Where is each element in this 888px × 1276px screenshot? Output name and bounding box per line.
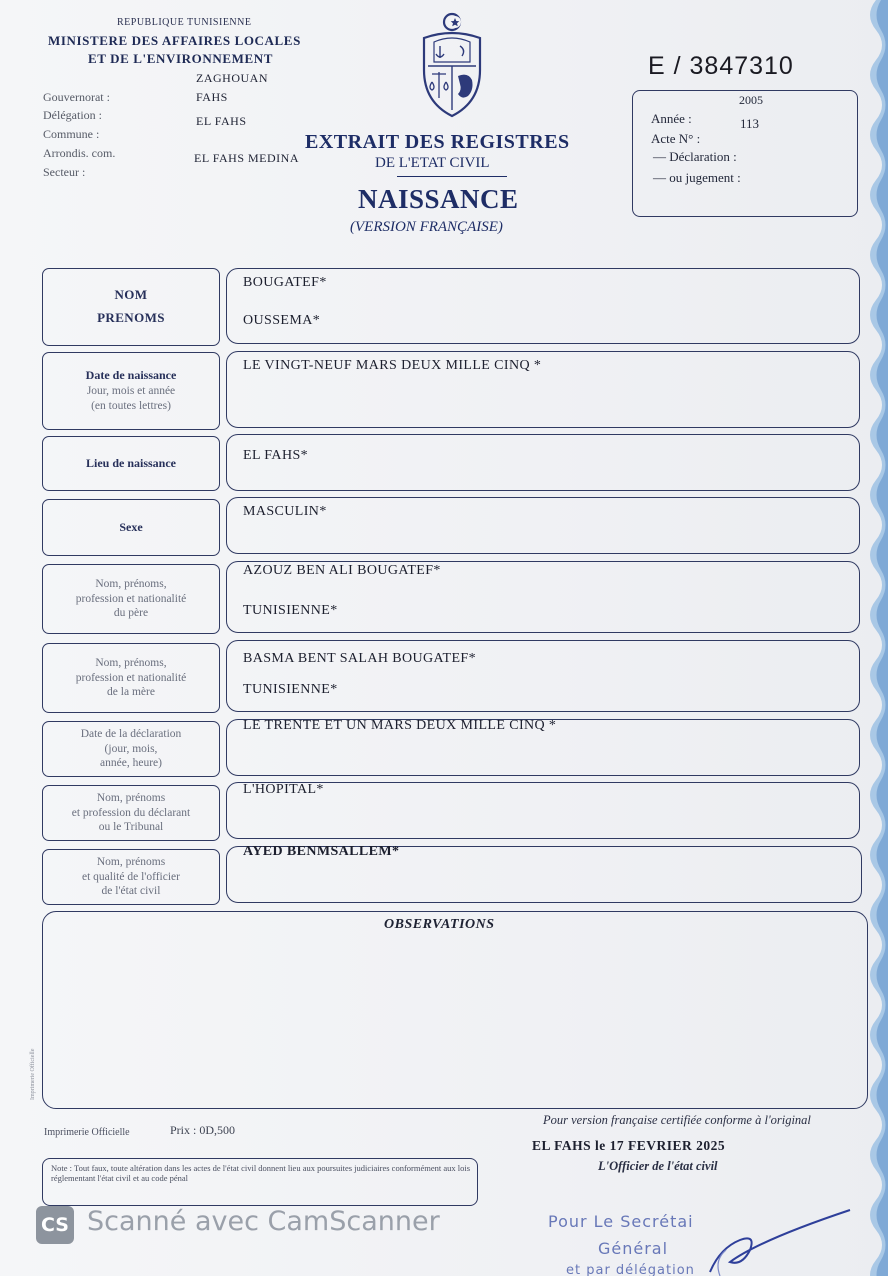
officier-signature-title: L'Officier de l'état civil <box>598 1159 718 1173</box>
observations-box <box>42 911 868 1109</box>
arrondissement-value: EL FAHS MEDINA <box>194 151 299 165</box>
ministry-line1: MINISTERE DES AFFAIRES LOCALES <box>48 33 301 48</box>
declaration-label-line3: année, heure) <box>100 757 162 770</box>
officier-value: AYED BENMSALLEM* <box>243 844 400 859</box>
secteur-label: Secteur : <box>43 165 86 179</box>
camscanner-watermark-text: Scanné avec CamScanner <box>87 1206 440 1237</box>
pere-label-line3: du père <box>113 607 149 620</box>
observations-title: OBSERVATIONS <box>384 917 495 932</box>
date-naissance-label: Date de naissance <box>85 368 177 383</box>
pere-label-line2: profession et nationalité <box>75 592 187 605</box>
republic-text: REPUBLIQUE TUNISIENNE <box>117 17 252 28</box>
mere-name-value: BASMA BENT SALAH BOUGATEF* <box>243 651 477 666</box>
camscanner-logo: CS <box>36 1206 74 1244</box>
stamp-line1: Pour Le Secrétai <box>548 1212 694 1231</box>
mere-nationality-value: TUNISIENNE* <box>243 682 338 697</box>
prix-label: Prix : 0D,500 <box>170 1123 236 1137</box>
prenoms-label: PRENOMS <box>97 310 165 325</box>
date-naissance-sublabel1: Jour, mois et année <box>86 384 176 397</box>
declaration-label-line1: Date de la déclaration <box>80 727 182 740</box>
date-naissance-sublabel2: (en toutes lettres) <box>91 399 171 412</box>
declarant-label-line2: et profession du déclarant <box>71 806 191 819</box>
sexe-value: MASCULIN* <box>243 504 327 519</box>
acte-serial-number: E / 3847310 <box>648 52 794 80</box>
pere-name-value: AZOUZ BEN ALI BOUGATEF* <box>243 563 441 578</box>
declarant-label-box <box>42 785 220 841</box>
declaration-value: LE TRENTE ET UN MARS DEUX MILLE CINQ * <box>243 718 557 733</box>
pere-label-line1: Nom, prénoms, <box>95 577 167 590</box>
title-line2: DE L'ETAT CIVIL <box>375 155 490 171</box>
title-line1: EXTRAIT DES REGISTRES <box>305 131 570 153</box>
mere-label-line3: de la mère <box>107 686 155 699</box>
annee-value: 2005 <box>739 93 763 107</box>
gouvernorat-label: Gouvernorat : <box>43 90 110 104</box>
version-subtitle: (VERSION FRANÇAISE) <box>350 219 503 235</box>
pere-nationality-value: TUNISIENNE* <box>243 603 338 618</box>
gouvernorat-value: ZAGHOUAN <box>196 71 268 85</box>
acte-value: 113 <box>740 116 760 131</box>
declarant-label-line1: Nom, prénoms <box>96 791 166 804</box>
mere-label-line1: Nom, prénoms, <box>95 656 167 669</box>
handwritten-signature <box>700 1200 860 1276</box>
declarant-value: L'HOPITAL* <box>243 782 324 797</box>
officier-label-line1: Nom, prénoms <box>96 855 166 868</box>
officier-label-box <box>42 849 220 905</box>
nom-label: NOM <box>114 287 148 303</box>
acte-info-box <box>632 90 858 217</box>
title-underline <box>397 176 507 177</box>
ministry-line2: ET DE L'ENVIRONNEMENT <box>88 51 274 66</box>
sexe-label-box <box>42 499 220 556</box>
annee-label: Année : <box>651 111 692 126</box>
lieu-naissance-value-box <box>226 434 860 491</box>
lieu-date-text: EL FAHS le 17 FEVRIER 2025 <box>532 1138 726 1153</box>
certifiee-text: Pour version française certifiée conforme à l'original <box>543 1113 811 1127</box>
declaration-label: — Déclaration : <box>653 149 737 164</box>
imprimerie-label: Imprimerie Officielle <box>44 1127 130 1138</box>
legal-note-box <box>42 1158 478 1206</box>
lieu-naissance-label-box <box>42 436 220 491</box>
sexe-label: Sexe <box>119 519 143 534</box>
stamp-line2: Général <box>598 1239 669 1258</box>
officier-label-line3: de l'état civil <box>101 885 161 898</box>
nom-value: BOUGATEF* <box>243 275 327 290</box>
mere-label-box <box>42 643 220 713</box>
declaration-label-line2: (jour, mois, <box>104 742 158 755</box>
pere-label-box <box>42 564 220 634</box>
arrondissement-label: Arrondis. com. <box>43 146 116 160</box>
commune-label: Commune : <box>43 127 100 141</box>
coat-of-arms-emblem <box>414 10 490 120</box>
mere-label-line2: profession et nationalité <box>75 671 187 684</box>
jugement-label: — ou jugement : <box>653 170 741 185</box>
delegation-value: FAHS <box>196 90 228 104</box>
stamp-line3: et par délégation <box>566 1263 695 1276</box>
nom-prenoms-label-box <box>42 268 220 346</box>
prenoms-value: OUSSEMA* <box>243 313 321 328</box>
commune-value: EL FAHS <box>196 114 247 128</box>
legal-note-text: Note : Tout faux, toute altération dans les actes de l'état civil donnent lieu aux poursuites judiciaires conformément aux lois réglementant l'état civil et au code pénal <box>51 1163 471 1184</box>
date-naissance-label-box <box>42 352 220 430</box>
document-type-title: NAISSANCE <box>358 184 519 214</box>
declaration-label-box <box>42 721 220 777</box>
declarant-label-line3: ou le Tribunal <box>98 821 164 834</box>
lieu-naissance-value: EL FAHS* <box>243 448 309 463</box>
date-naissance-value: LE VINGT-NEUF MARS DEUX MILLE CINQ * <box>243 358 542 373</box>
side-printer-mark: Imprimerie Officielle <box>30 1048 36 1100</box>
delegation-label: Délégation : <box>43 108 102 122</box>
officier-label-line2: et qualité de l'officier <box>82 870 180 883</box>
lieu-naissance-label: Lieu de naissance <box>85 455 176 470</box>
acte-label: Acte N° : <box>651 131 701 146</box>
